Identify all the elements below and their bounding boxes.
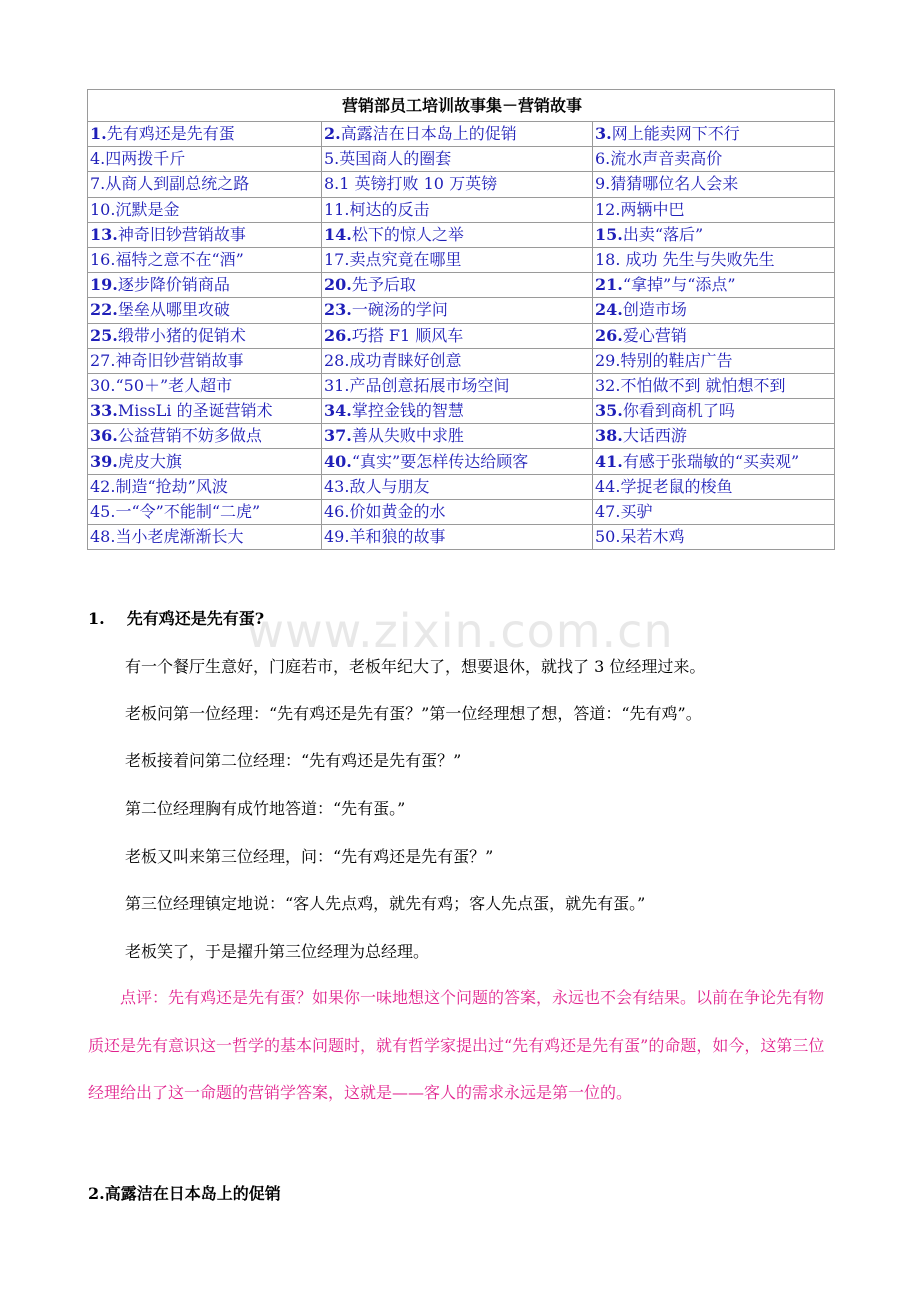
paragraph: 有一个餐厅生意好，门庭若市，老板年纪大了，想要退休，就找了 3 位经理过来。	[125, 657, 706, 676]
story1-title: 先有鸡还是先有蛋?	[126, 609, 265, 628]
paragraph: 老板接着问第二位经理：“先有鸡还是先有蛋？”	[125, 751, 462, 770]
toc-entry-text: 敌人与朋友	[349, 476, 430, 496]
toc-entry-text: 从商人到副总统之路	[105, 174, 250, 194]
toc-entry-text: 制造“抢劫”风波	[115, 476, 228, 496]
toc-entry-number: 20.	[324, 275, 352, 295]
toc-entry[interactable]	[88, 499, 322, 524]
toc-entry[interactable]	[593, 147, 835, 172]
toc-entry-text: 福特之意不在“酒”	[115, 250, 244, 270]
toc-row	[88, 222, 835, 247]
toc-entry-text: 一“令”不能制“二虎”	[115, 501, 261, 521]
toc-entry-number: 28.	[324, 350, 350, 370]
toc-row	[88, 373, 835, 398]
toc-entry[interactable]	[88, 172, 322, 197]
toc-entry-text: 两辆中巴	[620, 199, 685, 219]
toc-entry-text: 产品创意拓展市场空间	[349, 375, 510, 395]
toc-entry-text: 掌控金钱的智慧	[351, 401, 464, 421]
toc-entry-text: 高露洁在日本岛上的促销	[340, 124, 517, 144]
toc-row	[88, 399, 835, 424]
toc-entry-number: 30.	[90, 375, 116, 395]
toc-entry[interactable]	[88, 373, 322, 398]
toc-row	[88, 499, 835, 524]
toc-entry[interactable]	[322, 373, 593, 398]
paragraph: 第三位经理镇定地说：“客人先点鸡，就先有鸡；客人先点蛋，就先有蛋。”	[125, 894, 646, 913]
toc-entry-text: 四两拨千斤	[105, 149, 186, 169]
toc-entry[interactable]	[593, 399, 835, 424]
toc-row	[88, 474, 835, 499]
toc-entry-text: 1 英镑打败 10 万英镑	[339, 174, 498, 194]
toc-entry[interactable]	[322, 247, 593, 272]
toc-entry-number: 15.	[595, 224, 623, 244]
toc-entry[interactable]	[593, 373, 835, 398]
toc-entry-text: 巧搭 F1 顺风车	[351, 325, 464, 345]
toc-entry-number: 10.	[90, 199, 116, 219]
toc-entry[interactable]	[593, 323, 835, 348]
toc-entry-text: 当小老虎渐渐长大	[115, 527, 244, 547]
toc-entry-text: 呆若木鸡	[620, 527, 685, 547]
toc-entry-number: 39.	[90, 451, 118, 471]
toc-entry-text: 神奇旧钞营销故事	[117, 224, 246, 244]
toc-entry-text: 善从失败中求胜	[351, 426, 464, 446]
toc-entry-text: 虎皮大旗	[117, 451, 182, 471]
toc-entry[interactable]	[88, 197, 322, 222]
story1-comment: 点评：先有鸡还是先有蛋？如果你一味地想这个问题的答案，永远也不会有结果。以前在争论先有物质还是先有意识这一哲学的基本问题时，就有哲学家提出过“先有鸡还是先有蛋”的命题，如今，这第三位经理给出了这一命题的营销学答案，这就是——客人的需求永远是第一位的。	[88, 988, 825, 1102]
toc-entry-number: 17.	[324, 250, 350, 270]
toc-row	[88, 273, 835, 298]
toc-entry-text: 公益营销不妨多做点	[117, 426, 262, 446]
toc-entry-text: 爱心营销	[622, 325, 687, 345]
toc-entry-text: “拿掉”与“添点”	[622, 275, 736, 295]
toc-entry-number: 40.	[324, 451, 352, 471]
toc-row	[88, 348, 835, 373]
toc-row	[88, 247, 835, 272]
toc-entry-text: 有感于张瑞敏的“买卖观”	[622, 451, 800, 471]
toc-entry[interactable]	[88, 122, 322, 147]
toc-entry-text: 松下的惊人之举	[351, 224, 464, 244]
paragraph: 老板问第一位经理：“先有鸡还是先有蛋？”第一位经理想了想，答道：“先有鸡”。	[125, 704, 702, 723]
toc-entry-text: 网上能卖网下不行	[611, 124, 740, 144]
toc-entry-text: 英国商人的圈套	[339, 149, 452, 169]
toc-entry-number: 50.	[595, 527, 621, 547]
toc-entry-number: 7.	[90, 174, 106, 194]
toc-entry-number: 27.	[90, 350, 116, 370]
toc-entry[interactable]	[88, 323, 322, 348]
toc-entry-text: 先予后取	[351, 275, 416, 295]
toc-entry-number: 8.	[324, 174, 340, 194]
toc-entry-text: 你看到商机了吗	[622, 401, 735, 421]
toc-entry[interactable]	[322, 424, 593, 449]
toc-entry-text: 成功青睐好创意	[349, 350, 462, 370]
toc-row	[88, 197, 835, 222]
toc-entry-number: 2.	[324, 124, 341, 144]
toc-entry[interactable]	[322, 122, 593, 147]
toc-entry-text: 一碗汤的学问	[351, 300, 448, 320]
toc-entry[interactable]	[322, 298, 593, 323]
story1-number: 1.	[88, 609, 105, 628]
toc-row	[88, 525, 835, 550]
toc-entry-text: 创造市场	[622, 300, 687, 320]
toc-entry-number: 6.	[595, 149, 611, 169]
toc-entry-number: 4.	[90, 149, 106, 169]
toc-entry-text: 卖点究竟在哪里	[349, 250, 462, 270]
toc-entry-number: 24.	[595, 300, 623, 320]
toc-entry[interactable]	[322, 323, 593, 348]
toc-entry-text: “50＋”老人超市	[115, 375, 233, 395]
toc-entry-number: 25.	[90, 325, 118, 345]
toc-entry[interactable]	[322, 474, 593, 499]
toc-entry-number: 32.	[595, 375, 621, 395]
toc-entry-number: 47.	[595, 501, 621, 521]
toc-entry[interactable]	[593, 449, 835, 474]
toc-entry-text: 沉默是金	[115, 199, 180, 219]
toc-entry[interactable]	[593, 298, 835, 323]
toc-entry-number: 43.	[324, 476, 350, 496]
toc-entry-number: 14.	[324, 224, 352, 244]
toc-row	[88, 449, 835, 474]
toc-entry[interactable]	[322, 222, 593, 247]
toc-entry[interactable]	[322, 525, 593, 550]
toc-entry-number: 35.	[595, 401, 623, 421]
toc-entry-number: 48.	[90, 527, 116, 547]
toc-entry-text: 缎带小猪的促销术	[117, 325, 246, 345]
toc-entry-number: 36.	[90, 426, 118, 446]
toc-entry[interactable]	[593, 474, 835, 499]
toc-entry-number: 46.	[324, 501, 350, 521]
toc-entry[interactable]	[322, 147, 593, 172]
toc-entry-number: 22.	[90, 300, 118, 320]
toc-entry[interactable]	[593, 499, 835, 524]
toc-entry-text: 不怕做不到 就怕想不到	[620, 375, 786, 395]
toc-row	[88, 122, 835, 147]
toc-entry-text: 价如黄金的水	[349, 501, 446, 521]
toc-entry-number: 26.	[595, 325, 623, 345]
toc-entry-number: 11.	[324, 199, 350, 219]
toc-entry[interactable]	[593, 525, 835, 550]
toc-entry[interactable]	[322, 399, 593, 424]
toc-entry-text: MissLi 的圣诞营销术	[117, 401, 273, 421]
toc-entry-number: 34.	[324, 401, 352, 421]
story2-heading: 2.高露洁在日本岛上的促销	[88, 1184, 281, 1203]
toc-entry-text: 先有鸡还是先有蛋	[106, 124, 235, 144]
toc-entry-number: 18.	[595, 250, 621, 270]
toc-entry[interactable]	[593, 247, 835, 272]
toc-entry-text: 大话西游	[622, 426, 687, 446]
toc-entry-number: 9.	[595, 174, 611, 194]
toc-entry[interactable]	[593, 348, 835, 373]
toc-entry[interactable]	[88, 298, 322, 323]
toc-row	[88, 298, 835, 323]
toc-entry[interactable]	[322, 348, 593, 373]
toc-entry[interactable]	[88, 348, 322, 373]
toc-entry-number: 45.	[90, 501, 116, 521]
toc-entry-number: 33.	[90, 401, 118, 421]
toc-entry[interactable]	[593, 424, 835, 449]
toc-entry[interactable]	[322, 172, 593, 197]
toc-entry-number: 49.	[324, 527, 350, 547]
toc-entry-number: 23.	[324, 300, 352, 320]
toc-entry[interactable]	[593, 172, 835, 197]
toc-entry-number: 5.	[324, 149, 340, 169]
toc-entry-text: “真实”要怎样传达给顾客	[351, 451, 529, 471]
toc-entry-text: 特别的鞋店广告	[620, 350, 733, 370]
toc-entry-text: 学捉老鼠的梭鱼	[620, 476, 733, 496]
toc-entry-text: 流水声音卖高价	[610, 149, 723, 169]
toc-entry-number: 3.	[595, 124, 612, 144]
toc-entry-number: 26.	[324, 325, 352, 345]
toc-entry-text: 羊和狼的故事	[349, 527, 446, 547]
toc-entry[interactable]	[593, 222, 835, 247]
toc-entry[interactable]	[88, 449, 322, 474]
toc-title: 营销部员工培训故事集－营销故事	[88, 90, 835, 122]
toc-entry[interactable]	[322, 197, 593, 222]
toc-entry-text: 出卖“落后”	[622, 224, 704, 244]
toc-entry[interactable]	[88, 222, 322, 247]
toc-entry-number: 37.	[324, 426, 352, 446]
toc-entry[interactable]	[88, 399, 322, 424]
toc-entry[interactable]	[88, 424, 322, 449]
toc-entry[interactable]	[88, 474, 322, 499]
watermark: www.zixin.com.cn	[246, 604, 674, 658]
toc-entry[interactable]	[322, 499, 593, 524]
paragraph: 老板又叫来第三位经理，问：“先有鸡还是先有蛋？”	[125, 847, 494, 866]
toc-entry-number: 41.	[595, 451, 623, 471]
toc-entry[interactable]	[322, 273, 593, 298]
toc-entry-text: 神奇旧钞营销故事	[115, 350, 244, 370]
toc-entry-text: 买驴	[620, 501, 653, 521]
toc-table	[87, 89, 835, 550]
toc-entry-number: 38.	[595, 426, 623, 446]
toc-row	[88, 172, 835, 197]
toc-entry-text: 猜猜哪位名人会来	[610, 174, 739, 194]
toc-entry[interactable]	[322, 449, 593, 474]
toc-entry-text: 成功 先生与失败先生	[620, 250, 775, 270]
story1-heading	[88, 606, 264, 629]
toc-entry-number: 16.	[90, 250, 116, 270]
paragraph: 第二位经理胸有成竹地答道：“先有蛋。”	[125, 799, 406, 818]
toc-entry[interactable]	[593, 122, 835, 147]
toc-row	[88, 323, 835, 348]
toc-entry-text: 逐步降价销商品	[117, 275, 230, 295]
toc-entry-number: 21.	[595, 275, 623, 295]
toc-entry-number: 12.	[595, 199, 621, 219]
toc-entry-text: 柯达的反击	[349, 199, 430, 219]
toc-entry[interactable]	[88, 247, 322, 272]
toc-entry-number: 19.	[90, 275, 118, 295]
toc-entry-number: 13.	[90, 224, 118, 244]
paragraph: 老板笑了，于是擢升第三位经理为总经理。	[125, 942, 430, 961]
toc-entry-number: 44.	[595, 476, 621, 496]
toc-entry[interactable]	[88, 147, 322, 172]
toc-entry-text: 堡垒从哪里攻破	[117, 300, 230, 320]
toc-entry-number: 42.	[90, 476, 116, 496]
toc-entry[interactable]	[593, 273, 835, 298]
toc-entry[interactable]	[593, 197, 835, 222]
toc-entry-number: 1.	[90, 124, 107, 144]
toc-entry[interactable]	[88, 273, 322, 298]
toc-entry[interactable]	[88, 525, 322, 550]
toc-row	[88, 424, 835, 449]
toc-row	[88, 147, 835, 172]
toc-entry-number: 31.	[324, 375, 350, 395]
toc-entry-number: 29.	[595, 350, 621, 370]
